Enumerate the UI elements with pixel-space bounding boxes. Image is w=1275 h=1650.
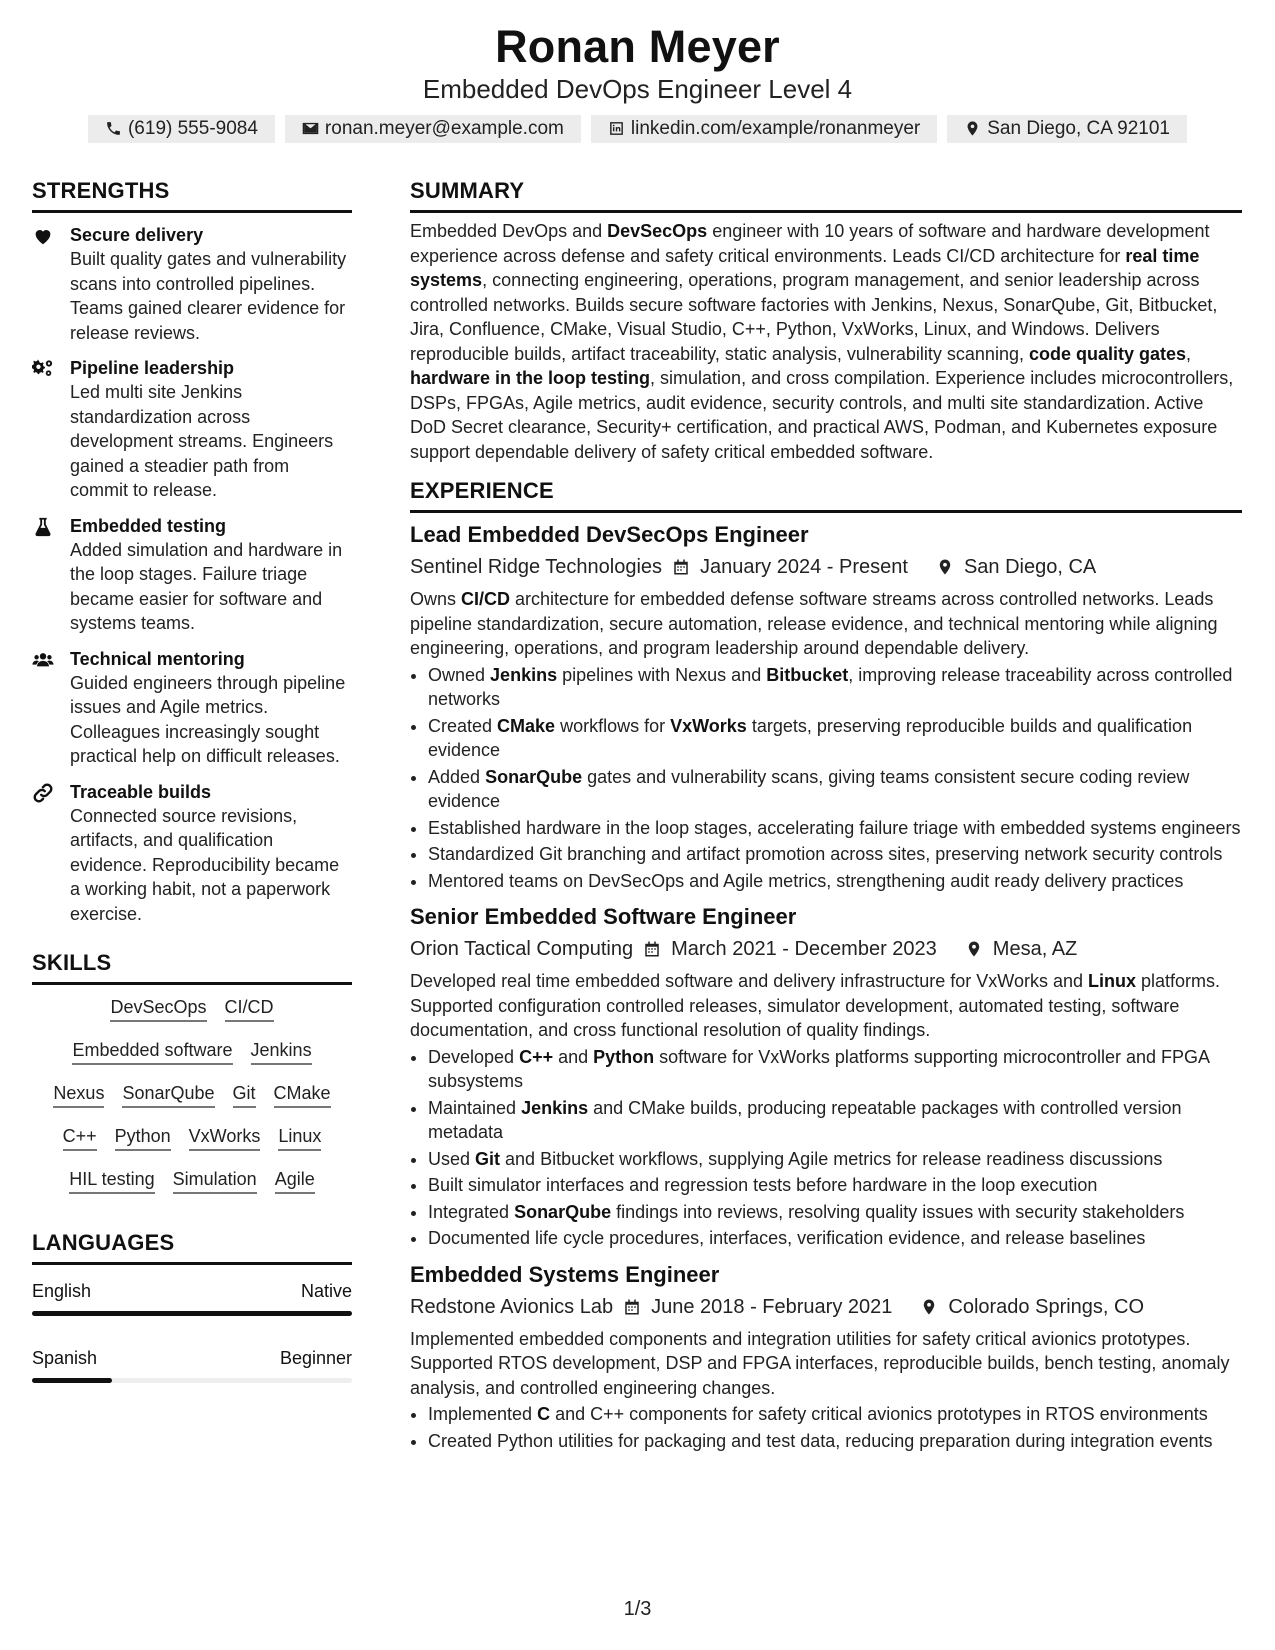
calendar-icon xyxy=(623,1298,641,1316)
bullet-item xyxy=(428,1173,1242,1198)
skill-tag: Embedded software xyxy=(72,1038,232,1065)
language-level: Beginner xyxy=(279,1348,352,1368)
linkedin-icon xyxy=(608,120,625,137)
job-title: Lead Embedded DevSecOps Engineer xyxy=(410,522,809,547)
bold-text: C xyxy=(537,1404,551,1424)
text-run: Mentored teams on DevSecOps and Agile metrics, strengthening audit ready delivery practices xyxy=(428,870,1184,891)
map-pin-icon xyxy=(964,120,981,137)
job-bullets xyxy=(410,1402,1242,1453)
strength-item xyxy=(32,514,352,636)
strength-title: Traceable builds xyxy=(70,781,212,802)
text-run: and Bitbucket workflows, supplying Agile metrics for release readiness discussions xyxy=(500,1148,1163,1169)
map-pin-icon xyxy=(965,940,983,958)
job-meta xyxy=(410,1293,1242,1321)
bold-text: CI/CD xyxy=(461,589,511,609)
skill-tag: CI/CD xyxy=(225,995,274,1022)
bold-text: real time systems xyxy=(410,245,1200,290)
job-entry xyxy=(410,521,1242,893)
calendar-icon xyxy=(643,940,661,958)
text-run: software for VxWorks platforms supporting microcontroller and FPGA subsystems xyxy=(428,1046,1210,1091)
skill-tag: Git xyxy=(233,1081,256,1108)
envelope-icon xyxy=(302,120,319,137)
text-run: findings into reviews, resolving quality issues with security stakeholders xyxy=(611,1201,1185,1222)
skill-tag: VxWorks xyxy=(189,1124,261,1151)
text-run: Owns xyxy=(410,589,462,609)
skill-tag: SonarQube xyxy=(122,1081,214,1108)
resume-header xyxy=(0,0,1275,143)
bold-text: Jenkins xyxy=(521,1097,589,1118)
language-item xyxy=(32,1346,352,1383)
left-column xyxy=(32,178,352,1397)
bold-text: C++ xyxy=(519,1046,554,1067)
skills-list xyxy=(32,995,352,1194)
text-run: Added xyxy=(428,766,486,787)
bold-text: CMake xyxy=(497,715,556,736)
bold-text: DevSecOps xyxy=(607,221,708,241)
map-pin-icon xyxy=(936,558,954,576)
contact-email-text: ronan.meyer@example.com xyxy=(324,117,564,139)
skills-heading: SKILLS xyxy=(32,950,352,985)
skill-tag: HIL testing xyxy=(69,1167,154,1194)
strength-item xyxy=(32,647,352,769)
calendar-icon xyxy=(672,558,690,576)
strength-title: Pipeline leadership xyxy=(70,358,235,378)
page-number: 1/3 xyxy=(623,1598,652,1620)
text-run: Established hardware in the loop stages, accelerating failure triage with embedded systems engineers xyxy=(428,817,1241,838)
contact-location-text: San Diego, CA 92101 xyxy=(987,117,1170,139)
language-name: English xyxy=(32,1281,92,1301)
text-run: , connecting engineering, operations, program management, and senior leadership across controlled networks. Builds secure software factories with Jenkins, Nexus, SonarQube, Git, Bitbucket, Jira, Confluence, CMake, Visual Studio, C++, Python, VxWorks, Linux, and Windows. Delivers reproducible builds, artifact traceability, static analysis, vulnerability scanning, xyxy=(410,270,1218,364)
skill-tag: Nexus xyxy=(53,1081,104,1108)
bullet-item xyxy=(428,869,1242,894)
text-run: Standardized Git branching and artifact promotion across sites, preserving network security controls xyxy=(428,844,1223,864)
job-company: Sentinel Ridge Technologies xyxy=(410,556,663,578)
candidate-name: Ronan Meyer xyxy=(495,21,780,72)
skill-tag: Linux xyxy=(278,1124,321,1151)
strength-item xyxy=(32,223,352,345)
strength-desc: Added simulation and hardware in the loop stages. Failure triage became easier for software and systems teams. xyxy=(70,539,343,633)
skill-tag: C++ xyxy=(63,1124,97,1151)
language-proficiency-fill xyxy=(32,1311,352,1316)
bullet-item xyxy=(428,1096,1242,1145)
strength-item xyxy=(32,356,352,503)
text-run: platforms. Supported configuration controlled releases, simulator development, automated testing, software documentation, and cross functional resolution of quality findings. xyxy=(410,971,1221,1040)
bullet-item xyxy=(428,816,1242,841)
job-meta xyxy=(410,935,1242,963)
strength-desc: Built quality gates and vulnerability scans into controlled pipelines. Teams gained clearer evidence for release reviews. xyxy=(70,249,347,343)
text-run: , improving release traceability across controlled networks xyxy=(428,664,1233,709)
bold-text: Bitbucket xyxy=(766,664,849,685)
flask-icon xyxy=(32,516,54,538)
language-name: Spanish xyxy=(32,1348,98,1368)
language-item xyxy=(32,1279,352,1316)
job-description xyxy=(410,587,1242,661)
text-run: gates and vulnerability scans, giving teams consistent secure coding review evidence xyxy=(428,766,1190,811)
text-run: Owned xyxy=(428,664,491,685)
text-run: Documented life cycle procedures, interfaces, verification evidence, and release baselines xyxy=(428,1228,1146,1248)
job-dates: January 2024 - Present xyxy=(700,556,908,578)
job-dates: June 2018 - February 2021 xyxy=(651,1295,893,1318)
text-run: Integrated xyxy=(428,1201,515,1222)
bold-text: hardware in the loop testing xyxy=(410,368,651,388)
contact-email[interactable] xyxy=(285,115,581,143)
text-run: , xyxy=(1186,343,1192,364)
text-run: architecture for embedded defense software streams across controlled networks. Leads pipeline standardization, secure automation, release evidence, and technical mentoring while aligning engineering, operations, and program leadership around dependable delivery. xyxy=(410,589,1218,658)
skill-tag: CMake xyxy=(274,1081,331,1108)
job-location: Colorado Springs, CO xyxy=(948,1295,1145,1318)
job-company: Redstone Avionics Lab xyxy=(410,1295,614,1318)
job-company: Orion Tactical Computing xyxy=(410,938,634,960)
skill-tag: Agile xyxy=(275,1167,315,1194)
text-run: Embedded DevOps and xyxy=(410,221,608,241)
job-title: Embedded Systems Engineer xyxy=(410,1261,720,1287)
job-description xyxy=(410,969,1242,1043)
job-location: Mesa, AZ xyxy=(992,938,1078,960)
bullet-item xyxy=(428,1402,1242,1427)
bold-text: Jenkins xyxy=(490,664,558,685)
strength-desc: Guided engineers through pipeline issues and Agile metrics. Colleagues increasingly sought practical help on difficult releases. xyxy=(70,672,346,766)
link-icon xyxy=(32,782,54,804)
map-pin-icon xyxy=(920,1298,938,1316)
text-run: Created xyxy=(428,715,498,736)
bullet-item xyxy=(428,1045,1242,1094)
skill-tag: Simulation xyxy=(173,1167,257,1194)
language-level: Native xyxy=(300,1281,352,1301)
right-column xyxy=(410,178,1242,1463)
summary-heading: SUMMARY xyxy=(410,178,1242,213)
text-run: Implemented embedded components and integration utilities for safety critical avionics prototypes. Supported RTOS development, DSP and FPGA interfaces, reproducible builds, bench testing, anomaly analysis, and controlled engineering changes. xyxy=(410,1328,1230,1398)
strength-desc: Led multi site Jenkins standardization across development streams. Engineers gained a steadier path from commit to release. xyxy=(70,382,334,500)
bold-text: SonarQube xyxy=(514,1201,612,1222)
language-proficiency-bar xyxy=(32,1311,352,1316)
strength-title: Secure delivery xyxy=(70,225,204,245)
bold-text: Git xyxy=(475,1148,501,1169)
contact-bar xyxy=(0,115,1275,143)
skill-tag: DevSecOps xyxy=(110,995,206,1022)
strength-title: Embedded testing xyxy=(70,515,227,536)
experience-heading: EXPERIENCE xyxy=(410,478,1242,513)
bold-text: SonarQube xyxy=(485,766,583,787)
bold-text: VxWorks xyxy=(670,715,747,736)
text-run: Used xyxy=(428,1148,476,1169)
strengths-heading: STRENGTHS xyxy=(32,178,352,213)
language-proficiency-fill xyxy=(32,1378,112,1383)
job-bullets xyxy=(410,663,1242,894)
strength-title: Technical mentoring xyxy=(70,648,245,669)
bold-text: Python xyxy=(593,1046,655,1067)
bullet-item xyxy=(428,1226,1242,1251)
text-run: Developed real time embedded software and delivery infrastructure for VxWorks and xyxy=(410,971,1088,991)
text-run: targets, preserving reproducible builds and qualification evidence xyxy=(428,715,1193,760)
text-run: Implemented xyxy=(428,1404,538,1424)
text-run: pipelines with Nexus and xyxy=(557,664,767,685)
bullet-item xyxy=(428,1429,1242,1454)
contact-location xyxy=(947,115,1187,143)
summary-text xyxy=(410,219,1242,464)
gears-icon xyxy=(32,358,54,380)
job-entry xyxy=(410,903,1242,1251)
job-description xyxy=(410,1327,1242,1401)
job-meta xyxy=(410,553,1242,581)
candidate-title: Embedded DevOps Engineer Level 4 xyxy=(422,73,853,104)
bullet-item xyxy=(428,842,1242,867)
text-run: and CMake builds, producing repeatable packages with controlled version metadata xyxy=(428,1097,1182,1142)
job-location: San Diego, CA xyxy=(963,556,1097,578)
bullet-item xyxy=(428,663,1242,712)
skill-tag: Jenkins xyxy=(251,1038,312,1065)
contact-phone-text: (619) 555-9084 xyxy=(127,117,258,139)
strength-item xyxy=(32,780,352,927)
bullet-item xyxy=(428,765,1242,814)
bold-text: code quality gates xyxy=(1028,343,1187,364)
languages-heading: LANGUAGES xyxy=(32,1230,352,1265)
text-run: Maintained xyxy=(428,1097,522,1118)
job-bullets xyxy=(410,1045,1242,1251)
text-run: , simulation, and cross compilation. Experience includes microcontrollers, DSPs, FPGAs, Agile metrics, audit evidence, security controls, and multi site standardization. Active DoD Secret clearance, Security+ certification, and practical AWS, Podman, and Kubernetes exposure support dependable delivery of safety critical embedded software. xyxy=(410,368,1234,462)
job-title: Senior Embedded Software Engineer xyxy=(410,904,797,929)
job-entry xyxy=(410,1261,1242,1454)
text-run: Created Python utilities for packaging and test data, reducing preparation during integration events xyxy=(428,1430,1213,1451)
heart-icon xyxy=(32,225,54,247)
bullet-item xyxy=(428,714,1242,763)
bold-text: Linux xyxy=(1088,971,1136,991)
bullet-item xyxy=(428,1147,1242,1172)
bullet-item xyxy=(428,1200,1242,1225)
text-run: Developed xyxy=(428,1046,520,1067)
phone-icon xyxy=(105,120,122,137)
contact-linkedin[interactable] xyxy=(591,115,937,143)
contact-linkedin-text: linkedin.com/example/ronanmeyer xyxy=(630,117,921,139)
text-run: workflows for xyxy=(555,715,671,736)
job-dates: March 2021 - December 2023 xyxy=(671,938,937,960)
strength-desc: Connected source revisions, artifacts, and qualification evidence. Reproducibility became a working habit, not a paperwork exercise. xyxy=(70,805,340,924)
text-run: and xyxy=(553,1046,594,1067)
text-run: Built simulator interfaces and regression tests before hardware in the loop execution xyxy=(428,1175,1098,1195)
text-run: and C++ components for safety critical avionics prototypes in RTOS environments xyxy=(550,1404,1208,1424)
text-run: engineer with 10 years of software and hardware development experience across defense and safety critical environments. Leads CI/CD architecture for xyxy=(410,221,1210,266)
skill-tag: Python xyxy=(115,1124,171,1151)
contact-phone[interactable] xyxy=(88,115,275,143)
users-icon xyxy=(32,649,54,671)
language-proficiency-bar xyxy=(32,1378,352,1383)
